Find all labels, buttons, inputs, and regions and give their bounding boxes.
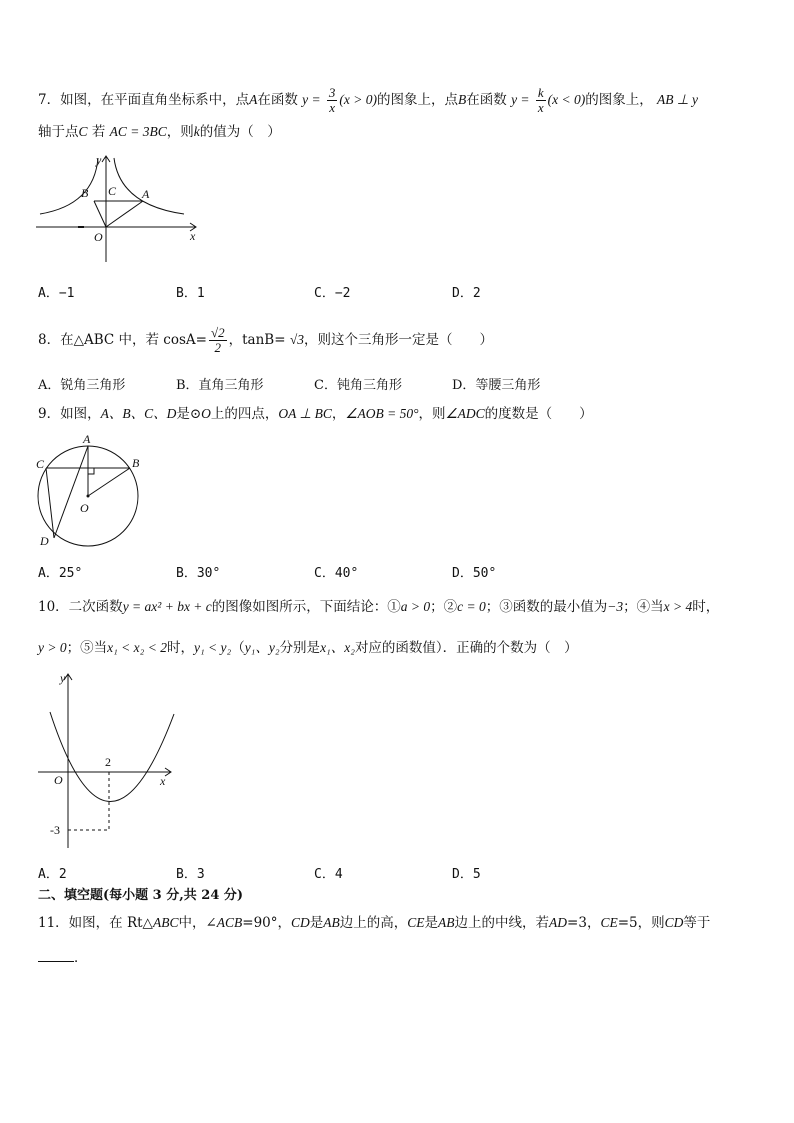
- function-2-lhs: y =: [511, 92, 530, 107]
- q7-text: 的值为（ ）: [199, 124, 281, 140]
- q9-text: ，: [331, 406, 346, 422]
- q10-line2: [38, 638, 578, 658]
- fraction-denominator: 2: [214, 340, 222, 355]
- conclusion-5-condition: x₁ < x₂ < 2: [107, 640, 167, 655]
- q7-line1: [38, 86, 698, 115]
- q10-text: 的图像如图所示，下面结论：①: [211, 599, 401, 615]
- fig-tick-neg3: -3: [50, 823, 60, 837]
- quadratic-function: y = ax² + bx + c: [122, 599, 212, 614]
- point-a: A: [249, 92, 258, 107]
- q11-text: =5，则: [617, 915, 665, 931]
- fig-b-label: B: [81, 186, 89, 200]
- ratio-condition: AC = 3BC: [109, 124, 167, 139]
- q11-text: 边上的高，: [339, 915, 408, 931]
- q7-text: 轴于点: [38, 124, 79, 140]
- q9-text: 9．如图，: [38, 406, 101, 422]
- q9-text: ，则: [418, 406, 446, 422]
- q8-line: [38, 326, 493, 355]
- q7-option-a[interactable]: A．−1: [38, 286, 75, 301]
- q11-answer-line: [38, 948, 88, 968]
- q7-option-d[interactable]: D．2: [452, 286, 481, 301]
- q9-option-d[interactable]: D．50°: [452, 566, 497, 581]
- q8-text: ，则这个三角形一定是（ ）: [304, 332, 493, 348]
- x-values: x₁、x₂: [320, 640, 355, 655]
- segment-cd: CD: [291, 915, 310, 930]
- point-c: C: [78, 124, 88, 139]
- fraction-k-over-x: [536, 86, 546, 115]
- segment-ce: CE: [600, 915, 618, 930]
- function-1-lhs: y =: [302, 92, 321, 107]
- q9-text: 的度数是（ ）: [484, 406, 593, 422]
- conclusion-4-result: y > 0: [38, 640, 67, 655]
- q7-text: 若: [91, 124, 106, 140]
- fig-a-label: A: [83, 432, 91, 446]
- segment-ab: AB: [323, 915, 340, 930]
- q11-text: 是: [424, 915, 439, 931]
- fig-c-label: C: [108, 184, 117, 198]
- section-heading: 二、填空题(每小题 3 分,共 24 分): [38, 888, 244, 903]
- fig-o-label: O: [80, 501, 89, 515]
- perpendicular-condition: OA ⊥ BC: [278, 406, 332, 421]
- fraction-3-over-x: [327, 86, 338, 115]
- angle-adc: ∠ADC: [445, 406, 485, 421]
- q7-figure: [36, 150, 206, 265]
- q11-text: 11．如图，在 Rt△: [38, 915, 153, 931]
- circle-o: O: [201, 406, 211, 421]
- q10-option-b[interactable]: B．3: [176, 867, 205, 882]
- q10-line1: [38, 597, 719, 617]
- triangle-abc: ABC: [152, 915, 179, 930]
- q9-text: 上的四点，: [210, 406, 279, 422]
- q8-option-a[interactable]: A．锐角三角形: [38, 378, 126, 393]
- function-2-domain: (x < 0): [547, 92, 586, 107]
- conclusion-2: c = 0: [457, 599, 486, 614]
- q8-text: ，tanB=: [228, 332, 286, 348]
- q10-option-d[interactable]: D．5: [452, 867, 481, 882]
- fraction-sqrt2-over-2: [209, 326, 227, 355]
- segment-ce: CE: [407, 915, 425, 930]
- fig-y-label: y: [60, 671, 66, 685]
- fraction-denominator: x: [329, 100, 336, 115]
- fraction-numerator: 3: [328, 85, 336, 100]
- fraction-numerator: k: [537, 85, 544, 100]
- perpendicular-condition: AB ⊥ y: [657, 92, 699, 107]
- q10-figure: [36, 668, 186, 853]
- q10-option-c[interactable]: C．4: [314, 867, 343, 882]
- q10-text: 分别是: [279, 640, 321, 656]
- q7-text: 在函数: [257, 92, 298, 108]
- q7-text: 的图象上，点: [377, 92, 459, 108]
- q10-text: ；④当: [623, 599, 664, 615]
- function-1-domain: (x > 0): [339, 92, 378, 107]
- fig-a-label: A: [142, 187, 150, 201]
- segment-ad: AD: [549, 915, 568, 930]
- angle-acb: ACB: [216, 915, 243, 930]
- q8-option-c[interactable]: C．钝角三角形: [314, 378, 402, 393]
- q11-line: [38, 913, 710, 933]
- q10-text: （: [231, 640, 245, 656]
- fig-d-label: D: [40, 534, 49, 548]
- fig-tick-2: 2: [105, 755, 111, 769]
- q10-text: 时，: [692, 599, 720, 615]
- q9-option-b[interactable]: B．30°: [176, 566, 221, 581]
- q10-text: ；⑤当: [66, 640, 108, 656]
- q8-option-d[interactable]: D．等腰三角形: [452, 378, 541, 393]
- q7-text: 7．如图，在平面直角坐标系中，点: [38, 92, 250, 108]
- conclusion-5-result: y₁ < y₂: [193, 640, 232, 655]
- q10-text: ；②: [430, 599, 458, 615]
- fig-b-label: B: [132, 456, 140, 470]
- q9-text: 是⊙: [176, 406, 202, 422]
- fraction-denominator: x: [537, 100, 544, 115]
- q7-text: 在函数: [466, 92, 507, 108]
- q9-line: [38, 404, 593, 424]
- fig-o-label: O: [54, 773, 63, 787]
- q11-text: 边上的中线，若: [454, 915, 550, 931]
- q9-figure: [34, 432, 144, 550]
- q11-text: 中，∠: [178, 915, 217, 931]
- q11-text: 是: [309, 915, 324, 931]
- q7-option-c[interactable]: C．−2: [314, 286, 351, 301]
- q11-text: =90°，: [242, 915, 292, 931]
- k-variable: k: [193, 124, 200, 139]
- conclusion-4-condition: x > 4: [663, 599, 693, 614]
- q10-text: 时，: [166, 640, 194, 656]
- conclusion-1: a > 0: [400, 599, 431, 614]
- q9-option-c[interactable]: C．40°: [314, 566, 359, 581]
- point-b: B: [458, 92, 467, 107]
- q9-points: A、B、C、D: [100, 406, 177, 421]
- fraction-numerator: √2: [210, 325, 225, 340]
- angle-aob: ∠AOB = 50°: [345, 406, 419, 421]
- q10-text: ；③函数的最小值为: [485, 599, 608, 615]
- q10-text: 对应的函数值）．正确的个数为（ ）: [354, 640, 578, 656]
- fig-x-label: x: [160, 774, 166, 788]
- tan-value: √3: [289, 332, 304, 347]
- q8-option-b[interactable]: B．直角三角形: [176, 378, 264, 393]
- q11-end: ．: [74, 950, 88, 966]
- y-values: y₁、y₂: [244, 640, 280, 655]
- q7-option-b[interactable]: B．1: [176, 286, 205, 301]
- q11-text: =3，: [567, 915, 601, 931]
- answer-blank[interactable]: [38, 949, 74, 962]
- conclusion-3-value: −3: [607, 599, 624, 614]
- q11-text: 等于: [683, 915, 711, 931]
- fig-x-label: x: [190, 229, 196, 243]
- fig-y-label: y: [96, 153, 102, 167]
- q10-option-a[interactable]: A．2: [38, 867, 67, 882]
- q8-text: 8．在△ABC 中，若 cosA=: [38, 332, 207, 348]
- fig-o-label: O: [94, 230, 103, 244]
- q10-text: 10．二次函数: [38, 599, 123, 615]
- segment-cd: CD: [664, 915, 684, 930]
- segment-ab: AB: [438, 915, 455, 930]
- fig-c-label: C: [36, 457, 45, 471]
- q7-text: 的图象上，: [585, 92, 653, 108]
- q9-option-a[interactable]: A．25°: [38, 566, 83, 581]
- q7-line2: [38, 122, 281, 142]
- q7-text: ，则: [166, 124, 194, 140]
